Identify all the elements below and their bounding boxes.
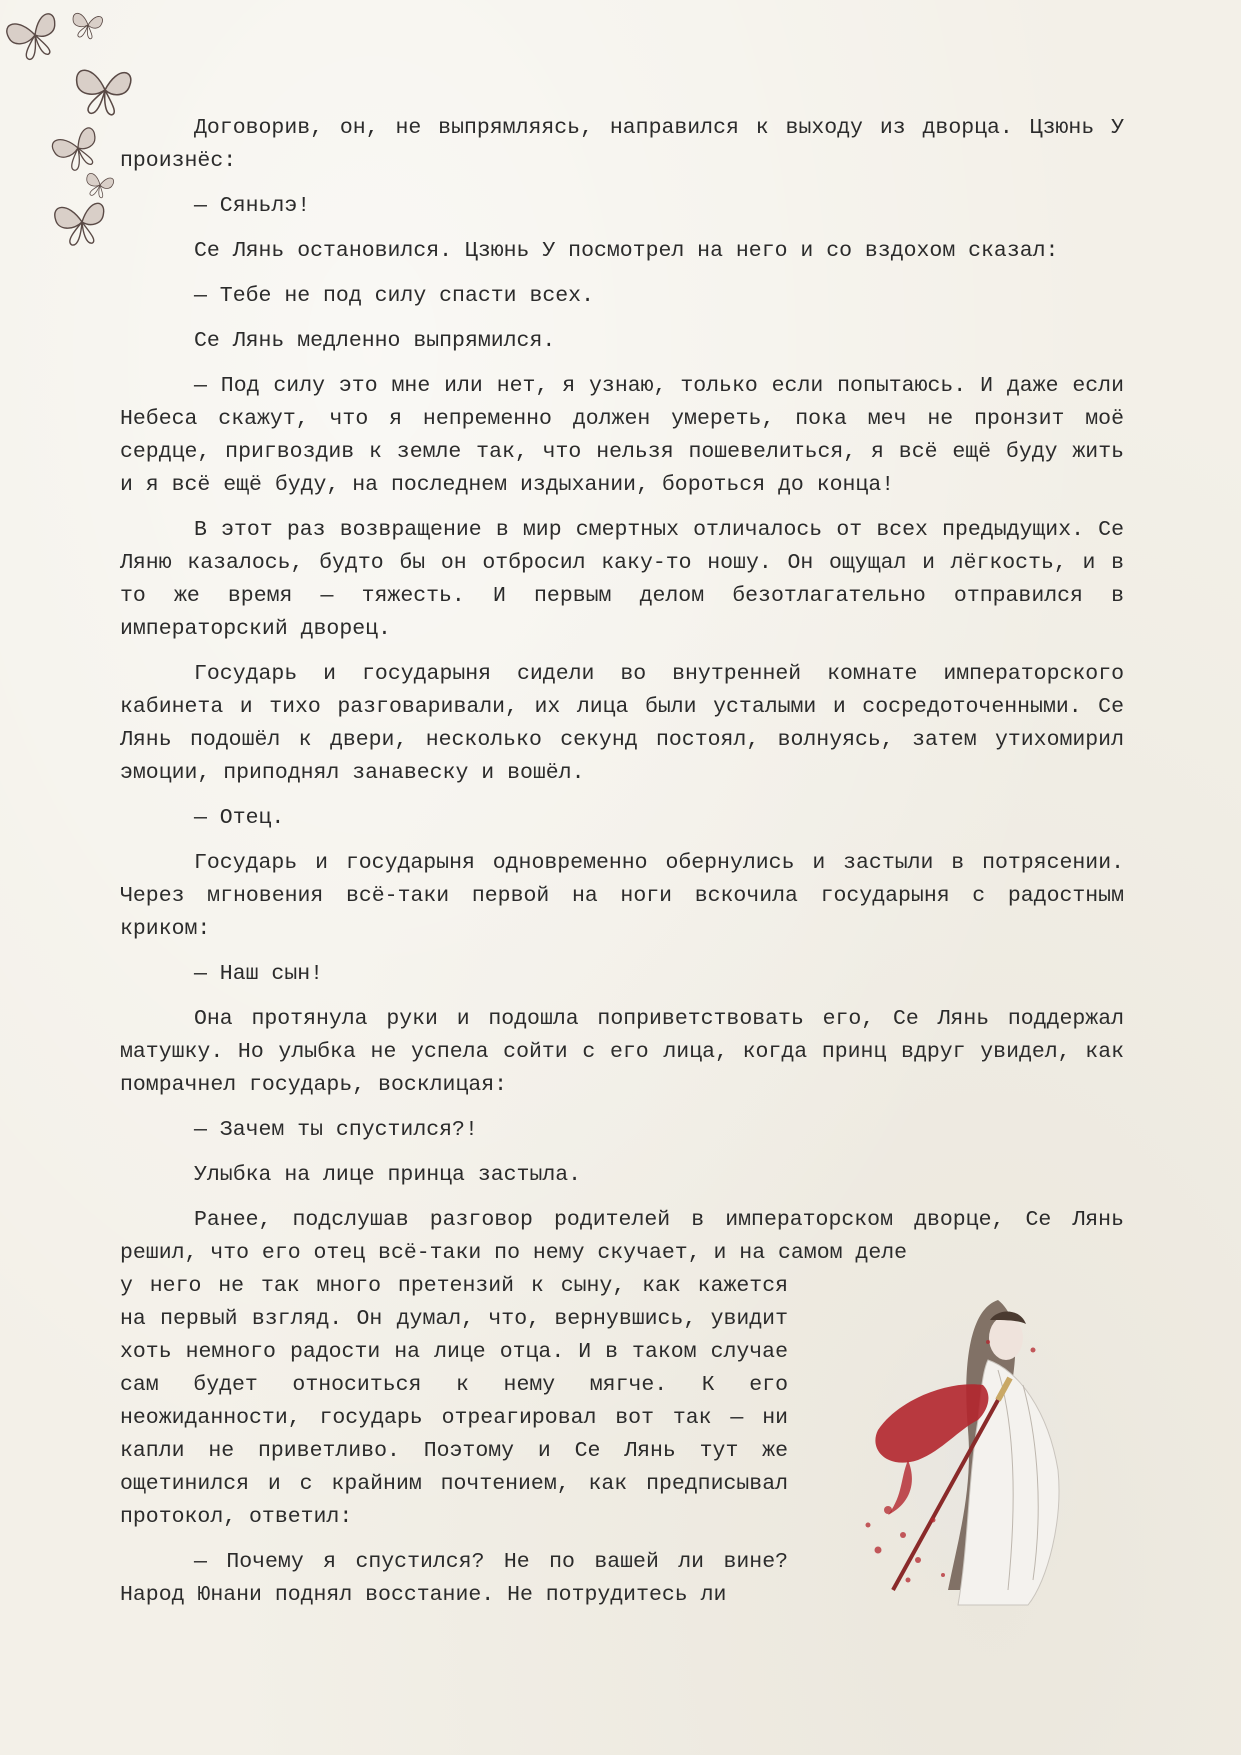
paragraph: — Зачем ты спустился?! — [194, 1118, 478, 1142]
paragraph-wrapped: — Почему я спустился? Не по вашей ли вине? Народ Юнани поднял восстание. Не потрудитесь ли — [120, 1550, 788, 1607]
paragraph: Се Лянь медленно выпрямился. — [194, 329, 556, 353]
paragraph: Она протянула руки и подошла поприветствовать его, Се Лянь поддержал матушку. Но улыбка не успела сойти с его лица, когда принц вдруг увидел, как помрачнел государь, восклицая: — [120, 1007, 1124, 1097]
paragraph: Государь и государыня одновременно обернулись и застыли в потрясении. Через мгновения всё-таки первой на ноги вскочила государыня с радостным криком: — [120, 851, 1124, 941]
paragraph: Договорив, он, не выпрямляясь, направился к выходу из дворца. Цзюнь У произнёс: — [120, 116, 1124, 173]
paragraph: Се Лянь остановился. Цзюнь У посмотрел на него и со вздохом сказал: — [194, 239, 1059, 263]
paragraph: — Отец. — [194, 806, 285, 830]
paragraph: — Сяньлэ! — [194, 194, 311, 218]
paragraph-wrapped: у него не так много претензий к сыну, как кажется на первый взгляд. Он думал, что, вернувшись, увидит хоть немного радости на лице отца. И в таком случае сам будет относиться к нему мягче. К его неожиданности, государь отреагировал вот так — ни капли не приветливо. Поэтому и Се Лянь тут же ощетинился и с крайним почтением, как предписывал протокол, ответил: — [120, 1274, 788, 1529]
paragraph: — Под силу это мне или нет, я узнаю, только если попытаюсь. И даже если Небеса скажут, что я непременно должен умереть, пока меч не пронзит моё сердце, пригвоздив к земле так, что нельзя пошевелиться, я всё ещё буду жить и я всё ещё буду, на последнем издыхании, бороться до конца! — [120, 374, 1124, 497]
paragraph: Ранее, подслушав разговор родителей в императорском дворце, Се Лянь решил, что его отец всё-таки по нему скучает, и на самом деле — [120, 1208, 1124, 1265]
character-illustration — [848, 1290, 1088, 1610]
paragraph: Улыбка на лице принца застыла. — [194, 1163, 582, 1187]
paragraph: — Наш сын! — [194, 962, 324, 986]
paragraph: — Тебе не под силу спасти всех. — [194, 284, 594, 308]
paragraph: В этот раз возвращение в мир смертных отличалось от всех предыдущих. Се Ляню казалось, будто бы он отбросил каку-то ношу. Он ощущал и лёгкость, и в то же время — тяжесть. И первым делом безотлагательно отправился в императорский дворец. — [120, 518, 1124, 641]
paragraph: Государь и государыня сидели во внутренней комнате императорского кабинета и тихо разговаривали, их лица были усталыми и сосредоточенными. Се Лянь подошёл к двери, несколько секунд постоял, волнуясь, затем утихомирил эмоции, приподнял занавеску и вошёл. — [120, 662, 1124, 785]
